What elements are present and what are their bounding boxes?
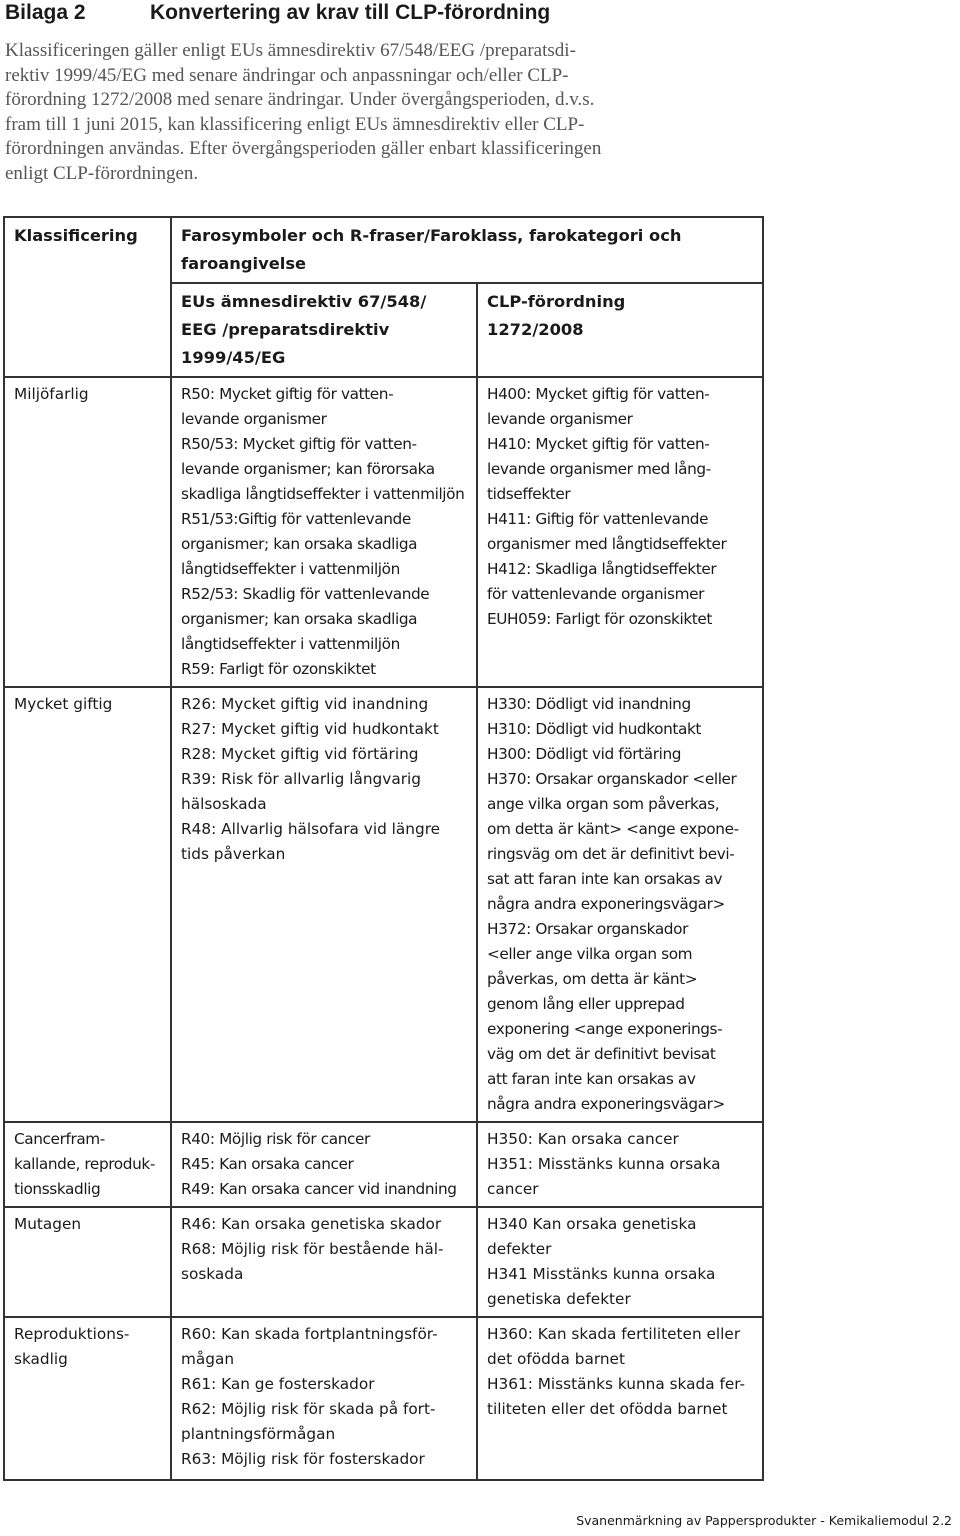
intro-paragraph (5, 39, 750, 187)
r-phrase-line: R61: Kan ge fosterskador (181, 1375, 375, 1393)
h-statement-line: ringsväg om det är definitivt bevi- (487, 845, 735, 863)
row-classification (4, 687, 171, 1122)
r-phrase-line: R40: Möjlig risk för cancer (181, 1130, 370, 1148)
r-phrase-line: R52/53: Skadlig för vattenlevande (181, 585, 430, 603)
r-phrase-line: R26: Mycket giftig vid inandning (181, 695, 429, 713)
row-h-statements (477, 1317, 763, 1480)
row-classification (4, 1317, 171, 1480)
h-statement-line: väg om det är definitivt bevisat (487, 1045, 716, 1063)
r-phrase-line: långtidseffekter i vattenmiljön (181, 560, 400, 578)
header-eu-line: 1999/45/EG (181, 348, 286, 367)
r-phrase-line: R60: Kan skada fortplantningsför- (181, 1325, 438, 1343)
header-classification-label: Klassificering (14, 226, 138, 245)
h-statement-line: för vattenlevande organismer (487, 585, 704, 603)
h-statement-line: H330: Dödligt vid inandning (487, 695, 691, 713)
row-r-phrases (171, 1317, 477, 1480)
r-phrase-line: levande organismer (181, 410, 327, 428)
h-statement-line: H341 Misstänks kunna orsaka (487, 1265, 716, 1283)
h-statement-line: ange vilka organ som påverkas, (487, 795, 720, 813)
header-clp-regulation (477, 283, 763, 377)
row-classification (4, 1122, 171, 1207)
r-phrase-line: tids påverkan (181, 845, 286, 863)
table-row (4, 377, 763, 687)
h-statement-line: exponering <ange exponerings- (487, 1020, 723, 1038)
r-phrase-line: R62: Möjlig risk för skada på fort- (181, 1400, 436, 1418)
header-eu-line: EEG /preparatsdirektiv (181, 320, 390, 339)
r-phrase-line: R51/53:Giftig för vattenlevande (181, 510, 411, 528)
r-phrase-line: R28: Mycket giftig vid förtäring (181, 745, 419, 763)
r-phrase-line: R63: Möjlig risk för fosterskador (181, 1450, 425, 1468)
h-statement-line: H340 Kan orsaka genetiska (487, 1215, 697, 1233)
row-r-phrases (171, 1122, 477, 1207)
r-phrase-line: R27: Mycket giftig vid hudkontakt (181, 720, 439, 738)
h-statement-line: genetiska defekter (487, 1290, 631, 1308)
classification-line: tionsskadlig (14, 1180, 101, 1198)
h-statement-line: H361: Misstänks kunna skada fer- (487, 1375, 746, 1393)
header-symbols-line: Farosymboler och R-fraser/Faroklass, farokategori och (181, 226, 682, 245)
h-statement-line: defekter (487, 1240, 552, 1258)
h-statement-line: levande organismer (487, 410, 633, 428)
classification-line: Mutagen (14, 1215, 82, 1233)
r-phrase-line: skadliga långtidseffekter i vattenmiljön (181, 485, 465, 503)
classification-line: skadlig (14, 1350, 68, 1368)
intro-line: förordningen användas. Efter övergångsperioden gäller enbart klassificeringen (5, 138, 602, 160)
h-statement-line: H412: Skadliga långtidseffekter (487, 560, 717, 578)
h-statement-line: det ofödda barnet (487, 1350, 625, 1368)
page-footer: Svanenmärkning av Pappersprodukter - Kemikaliemodul 2.2 (576, 1513, 952, 1528)
row-r-phrases (171, 687, 477, 1122)
r-phrase-line: R49: Kan orsaka cancer vid inandning (181, 1180, 457, 1198)
r-phrase-line: R50: Mycket giftig för vatten- (181, 385, 394, 403)
table-row (4, 687, 763, 1122)
h-statement-line: <eller ange vilka organ som (487, 945, 693, 963)
appendix-heading (5, 0, 955, 26)
row-r-phrases (171, 1207, 477, 1317)
intro-line: Klassificeringen gäller enligt EUs ämnesdirektiv 67/548/EEG /preparatsdi- (5, 40, 576, 61)
r-phrase-line: organismer; kan orsaka skadliga (181, 535, 418, 553)
h-statement-line: tidseffekter (487, 485, 571, 503)
h-statement-line: påverkas, om detta är känt> (487, 970, 698, 988)
header-eu-line: EUs ämnesdirektiv 67/548/ (181, 292, 427, 311)
r-phrase-line: R68: Möjlig risk för bestående häl- (181, 1240, 444, 1258)
header-symbols-line: faroangivelse (181, 254, 307, 273)
intro-line: fram till 1 juni 2015, kan klassificering enligt EUs ämnesdirektiv eller CLP- (5, 113, 585, 135)
header-classification (4, 217, 171, 377)
r-phrase-line: R48: Allvarlig hälsofara vid längre (181, 820, 441, 838)
r-phrase-line: långtidseffekter i vattenmiljön (181, 635, 400, 653)
classification-line: Mycket giftig (14, 695, 113, 713)
table-row (4, 1317, 763, 1480)
row-h-statements (477, 377, 763, 687)
appendix-number: Bilaga 2 (5, 1, 86, 24)
h-statement-line: sat att faran inte kan orsakas av (487, 870, 723, 888)
r-phrase-line: plantningsförmågan (181, 1425, 336, 1443)
h-statement-line: att faran inte kan orsakas av (487, 1070, 696, 1088)
row-r-phrases (171, 377, 477, 687)
header-eu-directive (171, 283, 477, 377)
h-statement-line: några andra exponeringsvägar> (487, 1095, 725, 1113)
h-statement-line: H310: Dödligt vid hudkontakt (487, 720, 702, 738)
appendix-title: Konvertering av krav till CLP-förordning (150, 1, 551, 24)
h-statement-line: H410: Mycket giftig för vatten- (487, 435, 710, 453)
table-header-row (4, 217, 763, 283)
r-phrase-line: R39: Risk för allvarlig långvarig (181, 770, 421, 788)
r-phrase-line: hälsoskada (181, 795, 267, 813)
h-statement-line: om detta är känt> <ange expone- (487, 820, 739, 838)
table-row (4, 1122, 763, 1207)
header-clp-line: 1272/2008 (487, 320, 584, 339)
h-statement-line: H370: Orsakar organskador <eller (487, 770, 737, 788)
h-statement-line: EUH059: Farligt för ozonskiktet (487, 610, 712, 628)
row-classification (4, 1207, 171, 1317)
h-statement-line: levande organismer med lång- (487, 460, 711, 478)
row-h-statements (477, 1122, 763, 1207)
intro-line: förordning 1272/2008 med senare ändringar. Under övergångsperioden, d.v.s. (5, 89, 595, 111)
h-statement-line: H351: Misstänks kunna orsaka (487, 1155, 721, 1173)
classification-line: kallande, reproduk- (14, 1155, 155, 1173)
classification-line: Cancerfram- (14, 1130, 105, 1148)
h-statement-line: H400: Mycket giftig för vatten- (487, 385, 710, 403)
r-phrase-line: soskada (181, 1265, 244, 1283)
classification-line: Reproduktions- (14, 1325, 130, 1343)
header-clp-line: CLP-förordning (487, 292, 626, 311)
h-statement-line: H411: Giftig för vattenlevande (487, 510, 709, 528)
table-row (4, 1207, 763, 1317)
r-phrase-line: R50/53: Mycket giftig för vatten- (181, 435, 417, 453)
r-phrase-line: R45: Kan orsaka cancer (181, 1155, 354, 1173)
row-h-statements (477, 687, 763, 1122)
r-phrase-line: levande organismer; kan förorsaka (181, 460, 435, 478)
h-statement-line: cancer (487, 1180, 539, 1198)
h-statement-line: genom lång eller upprepad (487, 995, 685, 1013)
r-phrase-line: R46: Kan orsaka genetiska skador (181, 1215, 442, 1233)
intro-line: enligt CLP-förordningen. (5, 162, 199, 184)
row-h-statements (477, 1207, 763, 1317)
classification-table (3, 216, 764, 1481)
r-phrase-line: R59: Farligt för ozonskiktet (181, 660, 376, 678)
h-statement-line: några andra exponeringsvägar> (487, 895, 725, 913)
intro-line: rektiv 1999/45/EG med senare ändringar och anpassningar och/eller CLP- (5, 64, 569, 86)
r-phrase-line: mågan (181, 1350, 235, 1368)
row-classification (4, 377, 171, 687)
h-statement-line: H360: Kan skada fertiliteten eller (487, 1325, 741, 1343)
h-statement-line: H372: Orsakar organskador (487, 920, 688, 938)
r-phrase-line: organismer; kan orsaka skadliga (181, 610, 418, 628)
h-statement-line: H300: Dödligt vid förtäring (487, 745, 682, 763)
classification-line: Miljöfarlig (14, 385, 89, 403)
h-statement-line: organismer med långtidseffekter (487, 535, 727, 553)
h-statement-line: H350: Kan orsaka cancer (487, 1130, 679, 1148)
h-statement-line: tiliteten eller det ofödda barnet (487, 1400, 728, 1418)
header-symbols (171, 217, 763, 283)
